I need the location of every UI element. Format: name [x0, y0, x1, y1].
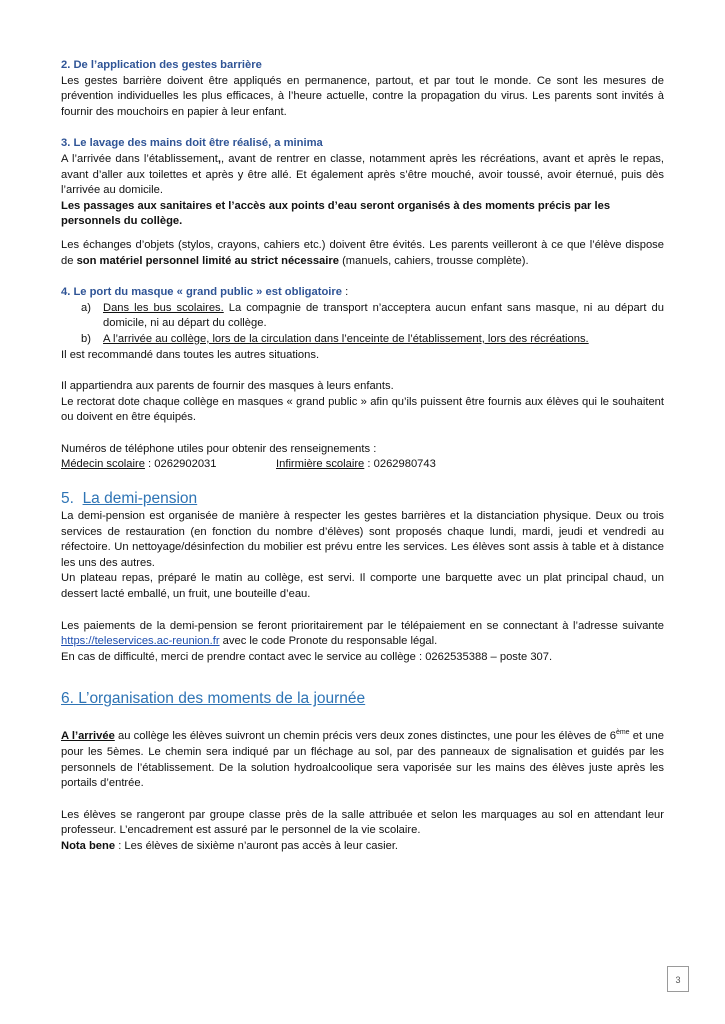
- handwash-moments: , avant de rentrer en classe, notamment après les récréations, avant et après le repas, avant d’aller aux toilettes et après y être allé. Et également après s’être mouché, avoir toussé, avoir éternué, puis dès l’arrivée au domicile.: [61, 152, 664, 197]
- section-3-title: 3. Le lavage des mains doit être réalisé, a minima: [61, 137, 323, 150]
- personal-material-bold: son matériel personnel limité au strict nécessaire: [76, 254, 339, 267]
- section-5-heading: [61, 489, 664, 509]
- list-item-b: [61, 332, 664, 348]
- section-6-nota-bene: [61, 839, 664, 855]
- section-6-title: 6. L’organisation des moments de la journée: [61, 690, 366, 708]
- medecin-number: : 0262902031: [144, 458, 217, 471]
- section-5-paragraph-2: Un plateau repas, préparé le matin au collège, est servi. Il comporte une barquette avec un plat principal chaud, un dessert lacté emballé, un fruit, une bouteille d’eau.: [61, 572, 664, 601]
- material-list-text: (manuels, cahiers, trousse complète).: [338, 254, 529, 267]
- section-5-paragraph-1: La demi-pension est organisée de manière à respecter les gestes barrières et la distanciation physique. Deux ou trois services de restauration (en fonction du nombre d’élèves) sont proposés chaque lundi, mardi, jeudi et vendredi au réfectoire. Un nettoyage/désinfection du mobilier est prévu entre les services. Les élèves sont assis à table et à distance les uns des autres.: [61, 510, 664, 569]
- document-page: [61, 58, 664, 855]
- mask-recommendation: Il est recommandé dans toutes les autres situations.: [61, 348, 320, 361]
- list-item-a: [61, 301, 664, 332]
- section-5-number: 5.: [61, 490, 74, 508]
- nota-bene-label: Nota bene: [61, 839, 116, 852]
- section-6-paragraph-1: [61, 729, 664, 791]
- infirmiere-phone: [276, 457, 436, 473]
- arrival-comma: ,: [217, 152, 221, 165]
- section-4-title: 4. Le port du masque « grand public » est obligatoire: [61, 286, 342, 299]
- list-label-b: b): [81, 332, 91, 345]
- medecin-phone: [61, 457, 276, 473]
- section-6-paragraph-2: Les élèves se rangeront par groupe classe près de la salle attribuée et selon les marquages au sol en attendant leur professeur. L’encadrement est assuré par le personnel de la vie scolaire.: [61, 808, 664, 837]
- section-5-paragraph-3: [61, 619, 664, 650]
- phones-intro: Numéros de téléphone utiles pour obtenir des renseignements :: [61, 442, 377, 455]
- bus-rest: La compagnie de transport n’acceptera aucun enfant sans masque, ni au départ du domicile, ni au départ du collège.: [103, 301, 664, 330]
- section-5-paragraph-4: En cas de difficulté, merci de prendre contact avec le service au collège : 0262535388 – poste 307.: [61, 650, 553, 663]
- section-5-title: La demi-pension: [82, 490, 198, 508]
- list-label-a: a): [81, 301, 91, 314]
- payment-text-end: avec le code Pronote du responsable légal.: [219, 635, 438, 648]
- section-3-paragraph-3: [61, 238, 664, 269]
- section-4-title-suffix: :: [341, 286, 349, 299]
- arrival-path-text: au collège les élèves suivront un chemin précis vers deux zones distinctes, une pour les élèves de 6: [114, 730, 616, 743]
- infirmiere-label: Infirmière scolaire: [276, 458, 365, 471]
- page-number: 3: [667, 966, 689, 992]
- section-6-heading: [61, 689, 664, 709]
- section-2-paragraph: Les gestes barrière doivent être appliqués en permanence, partout, et par tout le monde. Ce sont les mesures de prévention individuelles les plus efficaces, à l’heure actuelle, contre la propagation du virus. Les parents sont invités à fournir des mouchoirs en papier à leur enfant.: [61, 74, 664, 118]
- section-3-paragraph-1: [61, 152, 664, 199]
- section-2-title: 2. De l’application des gestes barrière: [61, 59, 262, 71]
- arrival-bold: A l’arrivée: [61, 730, 115, 743]
- mask-parents: Il appartiendra aux parents de fournir des masques à leurs enfants.: [61, 380, 394, 393]
- bus-underlined: Dans les bus scolaires.: [103, 301, 224, 314]
- medecin-label: Médecin scolaire: [61, 458, 145, 471]
- phones-row: [61, 457, 664, 473]
- infirmiere-number: : 0262980743: [364, 458, 436, 471]
- list-text-a: [103, 301, 664, 332]
- sixieme-superscript: ème: [615, 729, 630, 737]
- payment-text: Les paiements de la demi-pension se feront prioritairement par le télépaiement en se connectant à l’adresse suivante: [61, 619, 664, 632]
- mask-rectorat: Le rectorat dote chaque collège en masques « grand public » afin qu’ils puissent être fournis aux élèves qui le souhaitent ou doivent en être équipés.: [61, 395, 664, 424]
- teleservices-link[interactable]: https://teleservices.ac-reunion.fr: [61, 635, 220, 648]
- section-4-title-line: [61, 285, 664, 301]
- nota-bene-text: : Les élèves de sixième n’auront pas accès à leur casier.: [115, 839, 399, 852]
- objects-exchange-text: Les échanges d’objets (stylos, crayons, cahiers etc.) doivent être évités. Les parents veilleront à ce que l’élève dispose de: [61, 238, 664, 267]
- arrival-path-rest: et une pour les 5èmes. Le chemin sera indiqué par un fléchage au sol, par des panneaux de signalisation et guidés par les personnels de l’établissement. De la solution hydroalcoolique sera vaporisée sur les mains des élèves juste après les portails d’entrée.: [61, 730, 664, 790]
- list-text-b: A l’arrivée au collège, lors de la circulation dans l’enceinte de l’établissement, lors des récréations.: [103, 332, 589, 345]
- arrival-text: A l’arrivée dans l’établissement: [61, 152, 218, 165]
- section-3-bold-note: Les passages aux sanitaires et l’accès aux points d’eau seront organisés à des moments précis par les personnels du collège.: [61, 199, 611, 228]
